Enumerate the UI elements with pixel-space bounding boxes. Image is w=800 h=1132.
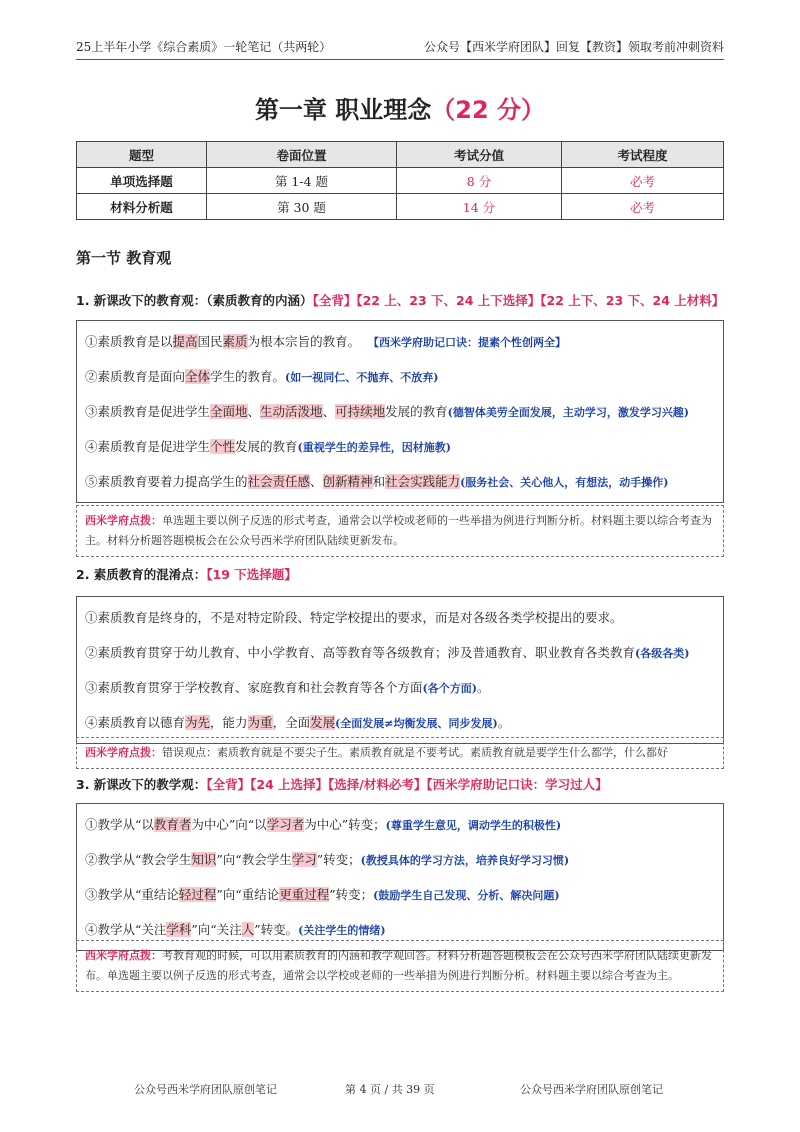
list-item [85,877,715,912]
part2-tip [76,737,724,769]
text: 、 [322,404,336,419]
highlight: 学科 [166,922,192,937]
highlight: 知识 [191,852,217,867]
header-right: 公众号【西米学府团队】回复【教资】领取考前冲刺资料 [423,40,724,54]
part1-tags: 【全背】【22 上、23 下、24 上下选择】【22 上下、23 下、24 上材料】 [312,293,725,308]
text: 。 [497,715,511,730]
tip-text: 考教育观的时候，可以用素质教育的内涵和教学观回答。材料分析题答题模板会在公众号西米学府团队陆续更新发布。单选题主要以例子反选的形式考查，通常会以学校或老师的一些举措为例进行判断分析。材料题主要以综合考查为主。 [85,949,712,982]
part1-tip [76,505,724,557]
text: ②教学从“教会学生 [85,852,192,867]
part2-box [76,596,724,744]
part2-tags: 【19 下选择题】 [206,567,297,582]
header-left: 25上半年小学《综合素质》一轮笔记（共两轮） [76,40,332,54]
part3-heading [76,775,608,793]
footer-left: 公众号西米学府团队原创笔记 [134,1083,277,1096]
highlight: 轻过程 [178,887,217,902]
table-cell: 第 30 题 [207,194,397,220]
part1-heading [76,291,724,309]
text: 发展的教育 [235,439,298,454]
text: ”转变。 [254,922,299,937]
list-item [85,429,715,464]
hint-note: (德智体美劳全面发展，主动学习，激发学习兴趣) [447,406,690,419]
exam-info-table [76,141,724,220]
highlight: 学习 [291,852,317,867]
list-item [85,359,715,394]
text: ”向“关注 [191,922,242,937]
highlight: 更重过程 [279,887,330,902]
text: ③素质教育贯穿于学校教育、家庭教育和社会教育等各个方面 [85,680,423,695]
highlight: 社会责任感 [247,474,311,489]
chapter-title [0,90,800,125]
footer-right: 公众号西米学府团队原创笔记 [520,1083,663,1096]
part3-tip [76,940,724,992]
highlight: 发展 [310,715,336,730]
text: ”向“教会学生 [216,852,292,867]
table-header: 考试程度 [562,142,724,168]
text: ，能力 [210,715,248,730]
highlight: 生动活泼地 [260,404,323,419]
list-item [85,324,715,359]
text: ①素质教育是以 [85,334,173,349]
tip-label: 西米学府点拨： [85,746,162,759]
highlight: 提高 [172,334,198,349]
text: ”转变； [316,852,361,867]
part3-title: 3. 新课改下的教学观： [76,777,207,792]
text: 、 [310,474,323,489]
highlight: 全体 [185,369,211,384]
hint-note: (全面发展≠均衡发展、同步发展) [335,717,498,730]
text: ②素质教育贯穿于幼儿教育、中小学教育、高等教育等各级教育；涉及普通教育、职业教育各类教育 [85,645,636,660]
table-header: 卷面位置 [207,142,397,168]
text: ①素质教育是终身的，不是对特定阶段、特定学校提出的要求，而是对各级各类学校提出的要求。 [85,610,623,625]
part2-title: 2. 素质教育的混淆点： [76,567,207,582]
table-cell: 必考 [562,168,724,194]
mnemonic-note: 【西米学府助记口诀：提素个性创两全】 [368,336,567,349]
part2-heading [76,565,297,583]
tip-text: 错误观点：素质教育就是不要尖子生。素质教育就是不要考试。素质教育就是要学生什么都学，什么都好 [162,746,668,759]
text: 为中心”向“以 [191,817,267,832]
section-title: 第一节 教育观 [76,249,172,267]
highlight: 为重 [247,715,273,730]
hint-note: (各级各类) [635,647,690,660]
table-header: 题型 [77,142,207,168]
highlight: 为先 [185,715,211,730]
hint-note: (教授具体的学习方法，培养良好学习习惯) [360,854,570,867]
chapter-points: （22 分） [431,96,546,124]
highlight: 全面地 [210,404,248,419]
highlight: 创新精神 [322,474,373,489]
text: 和 [372,474,386,489]
text: ②素质教育是面向 [85,369,186,384]
text: ，全面 [272,715,311,730]
part3-box [76,803,724,951]
hint-note: (尊重学生意见，调动学生的积极性) [385,819,562,832]
table-header-row [77,142,724,168]
text: ④教学从“关注 [85,922,167,937]
table-cell: 14 分 [397,194,562,220]
text: ”转变； [329,887,374,902]
highlight: 素质 [222,334,248,349]
part1-title: 1. 新课改下的教育观：（素质教育的内涵） [76,293,313,308]
text: 学生的教育。 [210,369,286,384]
list-item [85,705,715,740]
text: 为根本宗旨的教育。 [247,334,361,349]
text: 发展的教育 [385,404,448,419]
list-item [85,842,715,877]
page-number: 第 4 页 / 共 39 页 [345,1083,435,1096]
table-cell: 8 分 [397,168,562,194]
list-item [85,600,715,635]
highlight: 社会实践能力 [385,474,461,489]
text: ④素质教育以德育 [85,715,186,730]
highlight: 人 [241,922,255,937]
hint-note: (关注学生的情绪) [298,924,386,937]
text: ④素质教育是促进学生 [85,439,211,454]
tip-text: 单选题主要以例子反选的形式考查，通常会以学校或老师的一些举措为例进行判断分析。材料题主要以综合考查为主。材料分析题答题模板会在公众号西米学府团队陆续更新发布。 [85,514,712,547]
table-cell: 材料分析题 [77,194,207,220]
hint-note: (各个方面) [422,682,477,695]
highlight: 学习者 [266,817,305,832]
text: 为中心”转变； [304,817,386,832]
page-header [76,38,724,60]
hint-note: (如一视同仁、不抛弃、不放弃) [285,371,439,384]
tip-label: 西米学府点拨： [85,949,162,962]
text: ③教学从“重结论 [85,887,179,902]
highlight: 个性 [210,439,236,454]
table-row [77,168,724,194]
text: ③素质教育是促进学生 [85,404,211,419]
table-header: 考试分值 [397,142,562,168]
part3-tags: 【全背】【24 上选择】【选择/材料必考】【西米学府助记口诀：学习过人】 [206,777,608,792]
hint-note: (重视学生的差异性，因材施教) [297,441,451,454]
text: 国民 [197,334,223,349]
hint-note: (服务社会、关心他人，有想法，动手操作) [460,476,669,489]
hint-note: (鼓励学生自己发现、分析、解决问题) [373,889,560,902]
tip-label: 西米学府点拨： [85,514,162,527]
text: ①教学从“以 [85,817,154,832]
text: 。 [476,680,490,695]
highlight: 教育者 [153,817,192,832]
list-item [85,394,715,429]
list-item [85,807,715,842]
chapter-title-text: 第一章 职业理念 [254,96,432,124]
text: ”向“重结论 [216,887,280,902]
table-row [77,194,724,220]
list-item [85,635,715,670]
text: ⑤素质教育要着力提高学生的 [85,474,248,489]
table-cell: 单项选择题 [77,168,207,194]
table-cell: 第 1-4 题 [207,168,397,194]
highlight: 可持续地 [335,404,386,419]
table-cell: 必考 [562,194,724,220]
part1-box [76,320,724,503]
text: 、 [247,404,261,419]
list-item [85,670,715,705]
list-item [85,464,715,499]
